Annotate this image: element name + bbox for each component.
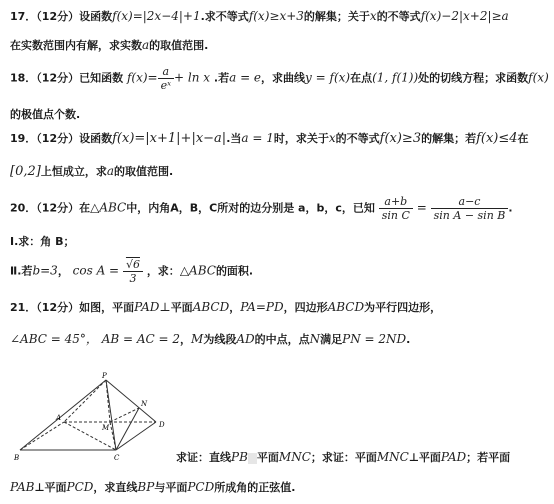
text: 为线段 [203,333,237,346]
frac-num: a [158,65,174,79]
text: .当 [226,132,242,145]
text: . [406,333,411,346]
label-b: B [14,454,20,462]
math: PB [231,450,248,464]
frac-num: a+b [379,195,413,209]
q19-line1 [10,130,529,146]
text: 的取值范围. [149,39,209,52]
math: ABCD [192,300,230,314]
text: 的解集；若 [421,132,477,145]
q21-line3 [176,449,510,465]
math: PCD [187,480,215,494]
text: 求证：直线 [176,451,231,464]
text: 与平面 [154,481,188,494]
frac-den: eˣ [160,79,172,92]
math: MNC [376,450,409,464]
text: 的中点，点 [254,333,310,346]
frac-den: sin C [381,209,410,222]
edge-nc [116,408,139,450]
frac-den: 3 [129,272,137,285]
math: PAD [134,300,160,314]
q20-part1 [10,233,75,249]
text: . [508,201,513,215]
math: PN = 2ND [342,332,407,346]
text: .求不等式 [200,10,249,23]
fraction [431,195,509,222]
q21-line2 [10,330,410,347]
text: 平面 [170,301,193,314]
text: ，求曲线 [261,71,306,85]
math: PAB [10,480,35,494]
text: 的不等式 [376,10,421,23]
text: 21．（12分）如图，平面 [10,301,135,314]
q17-line1 [10,8,509,24]
label-d: D [159,421,165,429]
math: f(x)=|2x−4|+1 [112,9,201,23]
text: ， [57,264,69,278]
math: f(x) [528,70,549,85]
math: = [416,200,427,215]
q18-line2 [10,106,80,122]
frac-num: √6 [123,258,143,272]
math: M [191,332,204,346]
text: 为平行四边形， [364,301,442,314]
math: ⊥ [159,300,171,314]
text: ， [180,333,192,346]
text: ，求直线 [93,481,138,494]
math: △ABC [90,200,127,215]
math: b=3 [32,263,58,278]
math: PA=PD [240,300,284,314]
q18-line1 [10,65,549,92]
label-m: M [102,424,110,432]
text: ，四边形 [283,301,328,314]
math: f(x)=|x+1|+|x−a| [112,131,227,146]
text: 处的切线方程；求函数 [418,71,529,85]
text: 在 [517,132,529,145]
fraction [158,65,174,92]
edge-ba [20,422,64,450]
math: a = 1 [241,131,274,145]
text: 平面 [256,451,279,464]
text: 20．（12分）在 [10,201,91,215]
math: BP [137,480,155,494]
math: (1, f(1)) [372,70,419,85]
math: f(x)= [126,70,158,85]
q21-line4 [10,479,295,495]
q17-line2 [10,37,208,53]
text: 的取值范围. [113,165,174,178]
text: 中，内角A，B，C所对的边分别是 a，b，c，已知 [126,201,375,215]
math: y = f(x) [305,70,351,85]
edge-cd [116,422,156,450]
text: 上恒成立，求 [40,165,107,178]
math: x [369,9,377,23]
text: 满足 [320,333,343,346]
fraction [123,258,143,285]
math: f(x)≥3 [379,131,422,146]
q19-line2 [10,163,173,179]
text: .若 [213,71,230,85]
math: x [328,131,336,145]
text: ⊥平面 [34,481,67,494]
math: a [142,38,150,52]
q21-line1 [10,299,441,315]
text: ， [229,301,241,314]
label-n: N [141,400,148,408]
text: ；求证：平面 [310,451,377,464]
math: ABCD [327,300,365,314]
text: Ⅱ.若 [10,264,33,278]
text: Ⅰ.求：角 B； [10,235,75,248]
math: f(x)−2|x+2|≥a [420,9,509,23]
edge-pb [20,380,106,450]
math: a [106,164,114,178]
text: 所成角的正弦值. [214,481,296,494]
label-a: A [56,414,62,422]
q20-line1 [10,195,513,222]
math: cos A = [72,263,120,278]
text: 的极值点个数. [10,108,81,121]
math: N [309,332,321,346]
text: 时，求关于 [273,132,329,145]
fraction [379,195,413,222]
math: a = e [229,70,262,85]
blank-box [248,453,257,464]
label-p: P [102,372,107,380]
text: 的面积. [215,264,254,278]
text: 17．（12分）设函数 [10,10,113,23]
edge-pd [106,380,156,422]
frac-den: sin A − sin B [433,209,506,222]
frac-num: a−c [431,195,509,209]
math: AD [236,332,255,346]
math: PCD [66,480,94,494]
label-c: C [114,454,120,462]
pyramid-figure [8,370,178,462]
math: PAD [440,450,467,464]
q20-part2 [10,258,253,285]
text: ；若平面 [466,451,511,464]
math: + ln x [174,70,211,85]
math: △ABC [179,263,216,278]
text: ，求： [146,264,180,278]
text: 的解集；关于 [303,10,370,23]
text: 在点 [350,71,373,85]
text: 的不等式 [335,132,380,145]
text: 18．（12分）已知函数 [10,71,124,85]
edge-pa [64,380,106,422]
text: 在实数范围内有解，求实数 [10,39,142,52]
math: MNC [278,450,311,464]
math: f(x)≤4 [476,131,518,146]
text: 19．（12分）设函数 [10,132,113,145]
math: f(x)≥x+3 [248,9,304,23]
math: ∠ABC = 45°， AB = AC = 2 [10,332,181,346]
math: [0,2] [10,164,41,179]
text: ⊥平面 [408,451,441,464]
